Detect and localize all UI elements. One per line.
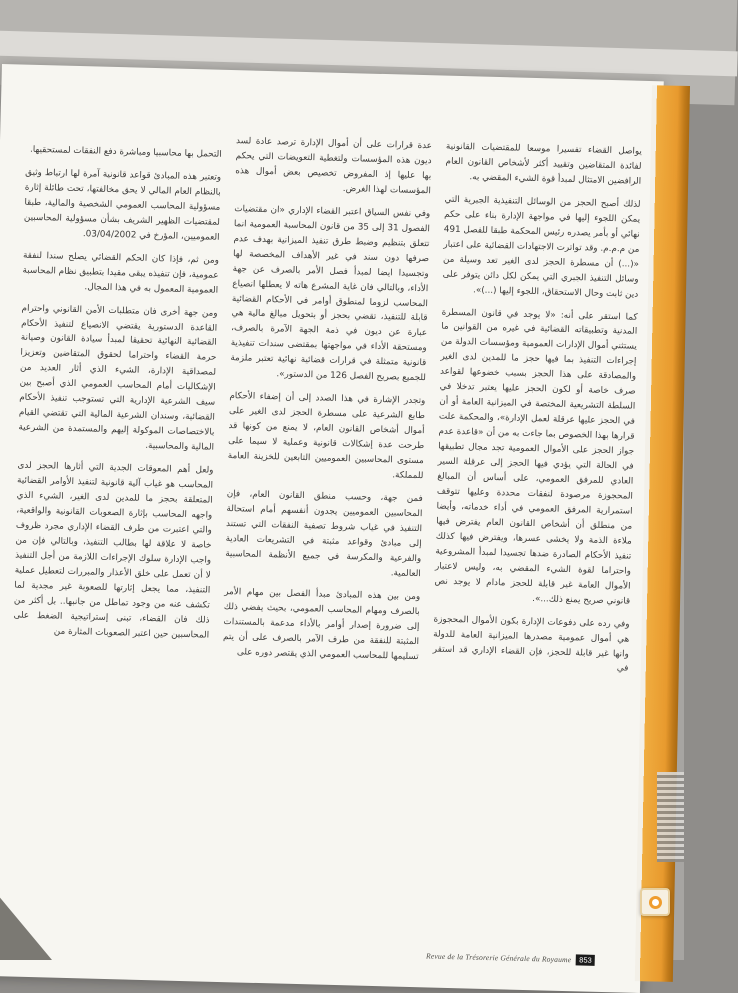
paragraph: وفي رده على دفوعات الإدارة بكون الأموال المحجوزة هي أموال عمومية مصدرها الميزانية العامة للدولة وانها غير قابلة للحجز، فإن القضاء الإداري قد استقر في: [432, 614, 630, 675]
column-left: [6, 129, 223, 926]
paragraph: ومن بين هذه المبادئ مبدأ الفصل بين مهام الأمر بالصرف ومهام المحاسب العمومي، بحيث يفضي ذلك إلى ضرورة إصدار أوامر بالأداء مدعمة بالمستندات المثبتة للنفقة من طرف الآمر بالصرف على أن يتم تسليمها للمحاسب العمومي الذي يقتصر دوره على: [222, 586, 421, 662]
paragraph: كما استقر على أنه: «لا يوجد في قانون المسطرة المدنية وتطبيقاته القضائية في غيره من القوانين ما يستثني أموال الإدارات العمومية ومؤسسات الدولة من إجراءات التنفيذ بما فيها حجز ما للمدين لدى الغير والمصادقة على هذا الحجز بسبب خضوعها لقواعد صرف خاصة أو لكون الحجز عليها يعتبر تدخلا في السلطة التشريعية المختصة في الميزانية العامة أو أن في الحجز عليها عرقلة لعمل الإدارة»، والمحكمة علت قرارها بهذا الخصوص بما جاءت به من أن «قاعدة عدم جواز الحجز على الأموال العمومية تجد مجال تطبيقها في الحالة التي يؤدي فيها الحجز إلى عرقلة السير العادي للمرفق العمومي، على أساس أن المبالغ المحجوزة مرصودة لنفقات محددة وعليها تتوقف استمرارية المرفق العمومي في أداء خدماته، وأيضا من منطلق أن أشخاص القانون العام يفترض فيها ملاءة الذمة ولا يخشى عسرها، ويفترض فيها كذلك تنفيذ الأحكام الصادرة ضدها تجسيدا لمبدأ المشروعية واحتراما لقوة الشيء المقضي به، وليس لاعتبار الأموال العامة غير قابلة للحجز مادام لا يوجد نص قانوني صريح يمنع ذلك...».: [434, 307, 638, 607]
paragraph: عدة قرارات على أن أموال الإدارة ترصد عادة لسد ديون هذه المؤسسات ولتغطية التعويضات التي يحكم بها عليها إذ المفروض تخصيص بعض أموال هذه المؤسسات لهذا الغرض.: [235, 136, 433, 197]
paragraph: وتجدر الإشارة في هذا الصدد إلى أن إضفاء الأحكام طابع الشرعية على مسطرة الحجز لدى الغير على أموال أشخاص القانون العام، لا يمنع من كونها قد طرحت عدة إشكالات قانونية وعملية لا سيما على مستوى المحاسبين العموميين التابعين للخزينة العامة للمملكة.: [227, 391, 426, 482]
paragraph: ومن جهة أخرى فان متطلبات الأمن القانوني واحترام القاعدة الدستورية يقتضي الانصياع لتنفيذ الأحكام القضائية النهائية تحقيقا لمبدأ سيادة القانون وصيانة حرمة القضاء واحتراما لحقوق المتقاضين وتعزيزا لمصداقية الإدارة، الشيء الذي أثار العديد من الإشكاليات أمام المحاسب العمومي الذي أصبح بين سيف الشرعية الإدارية التي تستوجب تنفيذ الأحكام القضائية، وسندان الشرعية المالية التي تقتضي القيام بالاختصاصات الموكولة إليهم والمستمدة من الشرعية المالية والمحاسبية.: [18, 303, 218, 453]
paragraph: فمن جهة، وحسب منطق القانون العام، فإن المحاسبين العموميين يجدون أنفسهم أمام استحالة التنفيذ في غياب شروط تصفية النفقات التي تستند إلى مبادئ وقواعد مثبتة في التشريعات العادية والفرعية والمكرسة في جميع الأنظمة المحاسبية العالمية.: [225, 489, 423, 579]
publisher-logo-icon: [640, 888, 670, 916]
paragraph: ولعل أهم المعوقات الجدية التي أثارها الحجز لدى المحاسب هو غياب آلية قانونية لتنفيذ الأوامر القضائية المتعلقة بحجز ما للمدين لدى الغير، الشيء الذي واجهه المحاسب بإثارة الصعوبات القانونية والواقعية، والتي اعتبرت من طرف القضاء الإداري مجرد ظروف خاصة لا علاقة لها بطالب التنفيذ، وبالتالي فإن من واجب الإدارة سلوك الإجراءات اللازمة من أجل التنفيذ لا أن تعمل على خلق الأعذار والمبررات لتعطيل عملية التنفيذ، مما يجعل إثارتها للصعوبة غير مجدية لما تكشف عنه من وجود تماطل من جانبها.. بل أكثر من ذلك فان القضاء، تبنى إستراتيجية الضغط على المحاسبين حين اعتبر الصعوبات المثارة من: [13, 460, 214, 641]
paragraph: لذلك أصبح الحجز من الوسائل التنفيذية الجبرية التي يمكن اللجوء إليها في مواجهة الإدارة بناء على حكم نهائي أو بأمر يصدره رئيس المحكمة طبقا للفصل 491 من م.م.م. وقد تواترت الاجتهادات القضائية على اعتبار «(...) أن مسطرة الحجز لدى الغير تعد وسيلة من وسائل التنفيذ الجبري التي يمكن لكل دائن يتوفر على دين ثابت وحال الاستحقاق، اللجوء إليها (...)».: [442, 194, 641, 300]
paragraph: وتعتبر هذه المبادئ قواعد قانونية آمرة لها ارتباط وثيق بالنظام العام المالي لا يحق مخالفتها، تحت طائلة إثارة مسؤولية المحاسب العمومي الشخصية والمالية، طبقا لمقتضيات الظهير الشريف بشأن مسؤولية المحاسبين العموميين، المؤرخ في 03/04/2002.: [23, 167, 222, 243]
paragraph: التحمل بها محاسبيا ومباشرة دفع النفقات لمستحقيها.: [29, 144, 222, 160]
journal-title: Revue de la Trésorerie Générale du Royaume: [425, 951, 572, 965]
paragraph: يواصل القضاء تفسيرا موسعا للمقتضيات القانونية لفائدة المتقاضين وتقييد أكثر لأشخاص القانون العام الرافضين الامتثال لمبدأ قوة الشيء المقضي به.: [445, 141, 643, 187]
page-number: 853: [576, 954, 595, 965]
paragraph: ومن ثم، فإذا كان الحكم القضائي يصلح سندا لنفقة عمومية، فإن تنفيذه يبقى مقيدا بتطبيق نظام المحاسبة العمومية المعمول به في هذا المجال.: [22, 250, 220, 296]
logo-circle: [649, 896, 662, 909]
paragraph: وفي نفس السياق اعتبر القضاء الإداري «ان مقتضيات الفصول 31 إلى 35 من قانون المحاسبة العمومية انما تتعلق بتنظيم وضبط طرق تنفيذ الميزانية بهدف عدم صرفها دون سند في غير الأهداف المخصصة لها وتجسيدا ايضا لمبدأ فصل الأمر بالصرف عن جهة الأداء، وبالتالي فان غاية المشرع هاته لا يعطلها انصياع المحاسب لزوما لمنطوق أوامر في الأحكام القضائية قابلة للتنفيذ، تقضي بحجز أو بتحويل مبالغ مالية هي عبارة عن ديون في ذمة الجهة الآمرة بالصرف، ومستحقة الأداء في مواجهتها بمقتضى سندات تنفيذية قانونية متمثلة في قرارات قضائية نهائية تعتبر ملزمة للجميع بصريح الفصل 126 من الدستور».: [230, 203, 431, 384]
text-columns: [6, 129, 643, 937]
column-middle: [216, 134, 433, 931]
column-right: [425, 140, 642, 937]
striped-surface: [657, 772, 684, 862]
page-content-area: [0, 64, 664, 993]
document-page: [0, 64, 664, 993]
